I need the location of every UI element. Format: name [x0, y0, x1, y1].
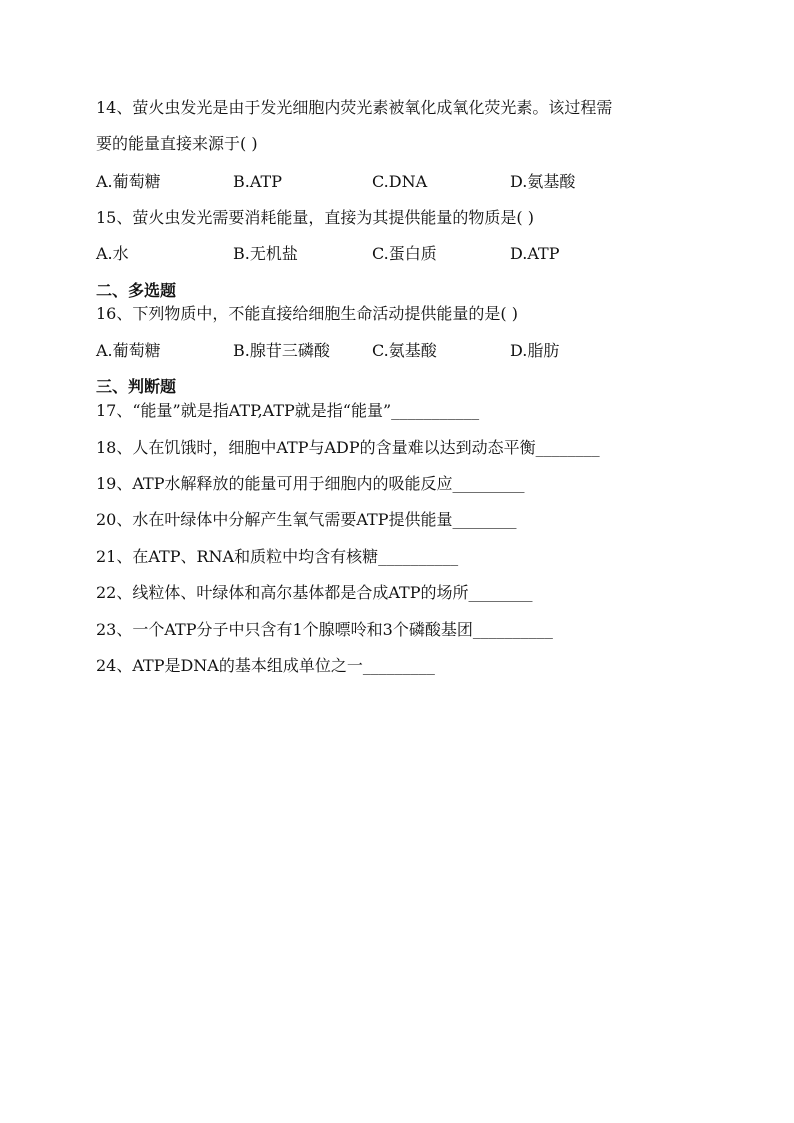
q15-option-a: A.水: [96, 244, 129, 263]
q16-option-d: D.脂肪: [510, 341, 560, 360]
q16-option-b: B.腺苷三磷酸: [233, 341, 330, 360]
q16-option-a: A.葡萄糖: [96, 341, 161, 360]
section-multiple-choice-title: 二、多选题: [96, 281, 177, 300]
judgement-item-18: 18、人在饥饿时，细胞中ATP与ADP的含量难以达到动态平衡________: [96, 438, 600, 457]
q15-option-c: C.蛋白质: [372, 244, 437, 263]
judgement-item-20: 20、水在叶绿体中分解产生氧气需要ATP提供能量________: [96, 510, 517, 529]
q14-option-a: A.葡萄糖: [96, 172, 161, 191]
judgement-item-17: 17、“能量”就是指ATP,ATP就是指“能量”___________: [96, 401, 480, 420]
q14-option-c: C.DNA: [372, 172, 428, 191]
q14-option-d: D.氨基酸: [510, 172, 576, 191]
q14-option-b: B.ATP: [233, 172, 282, 191]
q16-stem: 16、下列物质中，不能直接给细胞生命活动提供能量的是( ): [96, 304, 518, 323]
judgement-item-23: 23、一个ATP分子中只含有1个腺嘌呤和3个磷酸基团__________: [96, 620, 553, 639]
q15-stem: 15、萤火虫发光需要消耗能量，直接为其提供能量的物质是( ): [96, 208, 534, 227]
q16-option-c: C.氨基酸: [372, 341, 437, 360]
judgement-item-19: 19、ATP水解释放的能量可用于细胞内的吸能反应_________: [96, 474, 525, 493]
q15-option-d: D.ATP: [510, 244, 560, 263]
q14-stem-line1: 14、萤火虫发光是由于发光细胞内荧光素被氧化成氧化荧光素。该过程需: [96, 98, 613, 117]
q15-option-b: B.无机盐: [233, 244, 298, 263]
q14-stem-line2: 要的能量直接来源于( ): [96, 134, 258, 153]
judgement-item-24: 24、ATP是DNA的基本组成单位之一_________: [96, 656, 435, 675]
judgement-item-22: 22、线粒体、叶绿体和高尔基体都是合成ATP的场所________: [96, 583, 533, 602]
section-true-false-title: 三、判断题: [96, 377, 177, 396]
judgement-item-21: 21、在ATP、RNA和质粒中均含有核糖__________: [96, 547, 459, 566]
